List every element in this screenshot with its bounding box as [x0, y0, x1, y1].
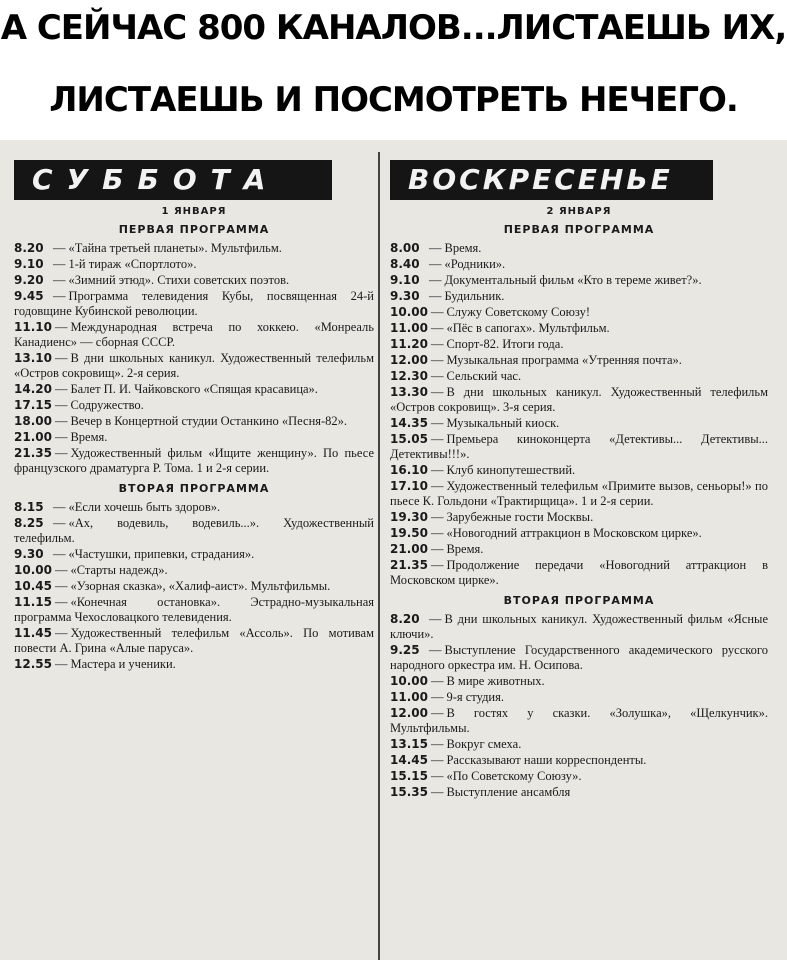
entry-time: 9.10 — [14, 257, 44, 271]
entry-time: 10.45 — [14, 579, 52, 593]
entry-dash: — — [430, 416, 444, 430]
entry-time: 8.15 — [14, 500, 44, 514]
entry-time: 9.30 — [14, 547, 44, 561]
entry-dash: — — [429, 289, 442, 303]
entry-title: В гостях у сказки. «Золушка», «Щелкунчик». Мультфильмы. — [390, 706, 768, 735]
entry-dash: — — [429, 273, 442, 287]
entry-time: 14.35 — [390, 416, 428, 430]
entry-time: 18.00 — [14, 414, 52, 428]
entry-title: «Родники». — [444, 257, 506, 271]
entry-title: «По Советскому Союзу». — [446, 769, 582, 783]
entry-title: «Частушки, припевки, страдания». — [68, 547, 255, 561]
sunday-column — [390, 160, 768, 960]
sunday-program2-list — [390, 612, 768, 800]
sunday-date: 2 ЯНВАРЯ — [546, 206, 612, 217]
schedule-entry — [390, 526, 768, 541]
schedule-entry — [390, 510, 768, 525]
schedule-entry — [14, 657, 374, 672]
entry-dash: — — [53, 289, 66, 303]
schedule-entry — [390, 241, 768, 256]
schedule-entry — [390, 542, 768, 557]
entry-title: Документальный фильм «Кто в тереме живет?». — [444, 273, 702, 287]
entry-time: 9.25 — [390, 643, 420, 657]
entry-title: «Тайна третьей планеты». Мультфильм. — [68, 241, 282, 255]
schedule-entry — [390, 432, 768, 462]
entry-title: Балет П. И. Чайковского «Спящая красавица». — [70, 382, 318, 396]
entry-time: 10.00 — [14, 563, 52, 577]
entry-time: 17.15 — [14, 398, 52, 412]
entry-dash: — — [429, 241, 442, 255]
saturday-banner: СУББОТА — [14, 160, 332, 200]
entry-time: 11.00 — [390, 690, 428, 704]
schedule-entry — [14, 547, 374, 562]
entry-time: 21.00 — [390, 542, 428, 556]
entry-title: Выступление Государственного академического русского народного оркестра им. Н. Осипова. — [390, 643, 768, 672]
entry-dash: — — [53, 500, 66, 514]
entry-title: «Конечная остановка». Эстрадно-музыкальная программа Чехословацкого телевидения. — [14, 595, 374, 624]
entry-dash: — — [54, 430, 68, 444]
entry-title: Служу Советскому Союзу! — [446, 305, 591, 319]
schedule-entry — [14, 595, 374, 625]
entry-dash: — — [430, 510, 444, 524]
entry-time: 9.20 — [14, 273, 44, 287]
schedule-entry — [390, 463, 768, 478]
entry-dash: — — [430, 353, 444, 367]
entry-time: 9.30 — [390, 289, 420, 303]
schedule-entry — [390, 674, 768, 689]
entry-dash: — — [53, 516, 66, 530]
entry-dash: — — [54, 320, 68, 334]
entry-time: 17.10 — [390, 479, 428, 493]
meme-caption — [0, 0, 787, 140]
entry-dash: — — [54, 595, 68, 609]
entry-dash: — — [53, 547, 66, 561]
entry-time: 11.45 — [14, 626, 52, 640]
schedule-entry — [390, 321, 768, 336]
entry-title: «Ах, водевиль, водевиль...». Художественный телефильм. — [14, 516, 374, 545]
entry-time: 11.20 — [390, 337, 428, 351]
entry-dash: — — [430, 526, 444, 540]
entry-dash: — — [430, 558, 444, 572]
sunday-program1-list — [390, 241, 768, 588]
entry-title: «Пёс в сапогах». Мультфильм. — [446, 321, 610, 335]
entry-title: Клуб кинопутешествий. — [446, 463, 576, 477]
entry-dash: — — [430, 479, 444, 493]
entry-dash: — — [430, 385, 444, 399]
entry-time: 15.35 — [390, 785, 428, 799]
entry-title: Музыкальный киоск. — [446, 416, 560, 430]
entry-dash: — — [430, 769, 444, 783]
entry-title: Вечер в Концертной студии Останкино «Песня-82». — [70, 414, 348, 428]
entry-time: 21.00 — [14, 430, 52, 444]
entry-time: 8.25 — [14, 516, 44, 530]
entry-dash: — — [430, 706, 444, 720]
sunday-program1-title: ПЕРВАЯ ПРОГРАММА — [503, 223, 655, 236]
entry-time: 11.00 — [390, 321, 428, 335]
entry-dash: — — [430, 737, 444, 751]
entry-dash: — — [430, 674, 444, 688]
schedule-entry — [14, 430, 374, 445]
schedule-entry — [14, 320, 374, 350]
entry-title: В дни школьных каникул. Художественный телефильм «Остров сокровищ». 2-я серия. — [14, 351, 374, 380]
entry-time: 13.10 — [14, 351, 52, 365]
entry-title: В дни школьных каникул. Художественный фильм «Ясные ключи». — [390, 612, 768, 641]
entry-time: 12.30 — [390, 369, 428, 383]
entry-dash: — — [429, 643, 442, 657]
entry-time: 12.00 — [390, 706, 428, 720]
entry-dash: — — [429, 612, 442, 626]
entry-time: 15.15 — [390, 769, 428, 783]
schedule-entry — [390, 643, 768, 673]
entry-time: 10.00 — [390, 305, 428, 319]
schedule-entry — [14, 351, 374, 381]
column-divider — [378, 152, 380, 960]
schedule-entry — [390, 257, 768, 272]
schedule-entry — [14, 382, 374, 397]
entry-title: Время. — [70, 430, 108, 444]
entry-dash: — — [54, 382, 68, 396]
entry-title: «Если хочешь быть здоров». — [68, 500, 221, 514]
entry-title: Содружество. — [70, 398, 144, 412]
schedule-entry — [390, 416, 768, 431]
schedule-entry — [390, 337, 768, 352]
saturday-program1-title: ПЕРВАЯ ПРОГРАММА — [118, 223, 270, 236]
schedule-entry — [14, 257, 374, 272]
entry-title: В мире животных. — [446, 674, 545, 688]
entry-title: Мастера и ученики. — [70, 657, 176, 671]
entry-time: 10.00 — [390, 674, 428, 688]
entry-title: «Новогодний аттракцион в Московском цирке». — [446, 526, 702, 540]
schedule-entry — [390, 353, 768, 368]
saturday-program2-list — [14, 500, 374, 672]
entry-title: В дни школьных каникул. Художественный телефильм «Остров сокровищ». 3-я серия. — [390, 385, 768, 414]
entry-dash: — — [54, 398, 68, 412]
entry-time: 9.10 — [390, 273, 420, 287]
entry-dash: — — [430, 321, 444, 335]
entry-title: Премьера киноконцерта «Детективы... Детективы... Детективы!!!». — [390, 432, 768, 461]
entry-title: Художественный телефильм «Ассоль». По мотивам повести А. Грина «Алые паруса». — [14, 626, 374, 655]
entry-title: Вокруг смеха. — [446, 737, 522, 751]
entry-dash: — — [430, 432, 444, 446]
schedule-entry — [390, 558, 768, 588]
entry-dash: — — [53, 273, 66, 287]
entry-time: 8.20 — [14, 241, 44, 255]
entry-title: Время. — [446, 542, 484, 556]
schedule-entry — [390, 273, 768, 288]
entry-title: Зарубежные гости Москвы. — [446, 510, 594, 524]
entry-dash: — — [53, 257, 66, 271]
entry-dash: — — [429, 257, 442, 271]
saturday-column — [14, 160, 374, 960]
meme-line-2: ЛИСТАЕШЬ И ПОСМОТРЕТЬ НЕЧЕГО. — [49, 80, 738, 120]
entry-time: 9.45 — [14, 289, 44, 303]
entry-title: «Зимний этюд». Стихи советских поэтов. — [68, 273, 290, 287]
entry-time: 13.30 — [390, 385, 428, 399]
schedule-entry — [390, 769, 768, 784]
entry-time: 14.45 — [390, 753, 428, 767]
saturday-program2-title: ВТОРАЯ ПРОГРАММА — [118, 482, 270, 495]
schedule-entry — [390, 289, 768, 304]
entry-time: 11.10 — [14, 320, 52, 334]
entry-title: Рассказывают наши корреспонденты. — [446, 753, 647, 767]
schedule-entry — [14, 273, 374, 288]
schedule-entry — [14, 579, 374, 594]
schedule-entry — [390, 737, 768, 752]
entry-time: 19.30 — [390, 510, 428, 524]
schedule-entry — [14, 414, 374, 429]
entry-title: Будильник. — [444, 289, 505, 303]
saturday-date: 1 ЯНВАРЯ — [161, 206, 227, 217]
entry-title: Программа телевидения Кубы, посвященная 24-й годовщине Кубинской революции. — [14, 289, 374, 318]
entry-dash: — — [430, 305, 444, 319]
schedule-entry — [390, 753, 768, 768]
entry-dash: — — [430, 463, 444, 477]
entry-time: 8.00 — [390, 241, 420, 255]
entry-title: Спорт-82. Итоги года. — [446, 337, 564, 351]
entry-dash: — — [430, 690, 444, 704]
schedule-entry — [390, 785, 768, 800]
schedule-entry — [14, 500, 374, 515]
entry-title: Художественный фильм «Ищите женщину». По пьесе французского драматурга Р. Тома. 1 и 2-я серии. — [14, 446, 374, 475]
entry-time: 16.10 — [390, 463, 428, 477]
entry-time: 21.35 — [14, 446, 52, 460]
schedule-entry — [14, 516, 374, 546]
schedule-entry — [390, 690, 768, 705]
schedule-entry — [390, 612, 768, 642]
entry-title: Международная встреча по хоккею. «Монреаль Канадиенс» — сборная СССР. — [14, 320, 374, 349]
schedule-entry — [14, 626, 374, 656]
entry-time: 21.35 — [390, 558, 428, 572]
entry-title: «Узорная сказка», «Халиф-аист». Мультфильмы. — [70, 579, 331, 593]
entry-title: Время. — [444, 241, 482, 255]
schedule-entry — [390, 706, 768, 736]
tv-schedule-clipping — [0, 140, 787, 960]
entry-title: 1-й тираж «Спортлото». — [68, 257, 197, 271]
entry-dash: — — [54, 563, 68, 577]
entry-time: 19.50 — [390, 526, 428, 540]
entry-dash: — — [54, 351, 68, 365]
schedule-entry — [14, 241, 374, 256]
entry-time: 15.05 — [390, 432, 428, 446]
entry-title: Сельский час. — [446, 369, 522, 383]
entry-time: 8.20 — [390, 612, 420, 626]
entry-dash: — — [430, 785, 444, 799]
entry-time: 12.55 — [14, 657, 52, 671]
entry-dash: — — [54, 414, 68, 428]
entry-time: 8.40 — [390, 257, 420, 271]
entry-title: «Старты надежд». — [70, 563, 168, 577]
entry-dash: — — [54, 657, 68, 671]
entry-time: 14.20 — [14, 382, 52, 396]
entry-dash: — — [430, 337, 444, 351]
schedule-entry — [390, 479, 768, 509]
schedule-entry — [390, 305, 768, 320]
entry-dash: — — [430, 542, 444, 556]
entry-time: 13.15 — [390, 737, 428, 751]
entry-dash: — — [54, 626, 68, 640]
meme-line-1: А СЕЙЧАС 800 КАНАЛОВ...ЛИСТАЕШЬ ИХ, — [0, 8, 787, 48]
entry-title: Выступление ансамбля — [446, 785, 571, 799]
schedule-entry — [14, 398, 374, 413]
entry-title: 9-я студия. — [446, 690, 504, 704]
schedule-entry — [14, 446, 374, 476]
entry-time: 12.00 — [390, 353, 428, 367]
entry-dash: — — [53, 241, 66, 255]
entry-dash: — — [430, 369, 444, 383]
schedule-entry — [390, 369, 768, 384]
entry-dash: — — [54, 446, 68, 460]
sunday-program2-title: ВТОРАЯ ПРОГРАММА — [503, 594, 655, 607]
schedule-entry — [14, 563, 374, 578]
entry-title: Музыкальная программа «Утренняя почта». — [446, 353, 682, 367]
entry-dash: — — [430, 753, 444, 767]
entry-time: 11.15 — [14, 595, 52, 609]
sunday-banner: ВОСКРЕСЕНЬЕ — [390, 160, 713, 200]
saturday-program1-list — [14, 241, 374, 476]
entry-title: Художественный телефильм «Примите вызов, сеньоры!» по пьесе К. Гольдони «Трактирщица». 1 и 2-я серии. — [390, 479, 768, 508]
schedule-entry — [14, 289, 374, 319]
entry-dash: — — [54, 579, 68, 593]
entry-title: Продолжение передачи «Новогодний аттракцион в Московском цирке». — [390, 558, 768, 587]
schedule-entry — [390, 385, 768, 415]
